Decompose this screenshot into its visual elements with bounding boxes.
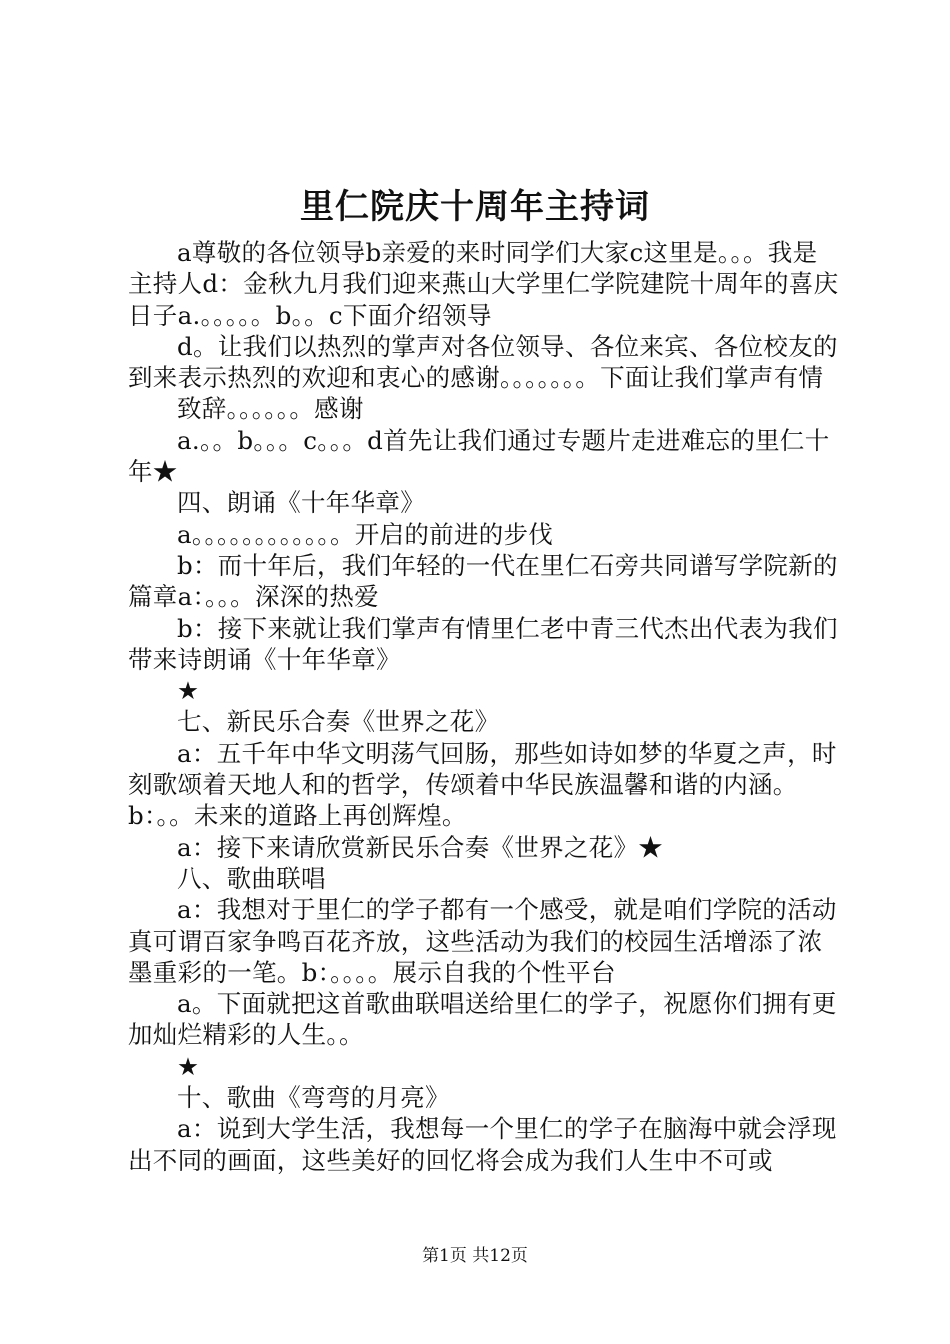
paragraph: a.。。b。。。c。。。d首先让我们通过专题片走进难忘的里仁十年★ (128, 425, 830, 487)
document-title: 里仁院庆十周年主持词 (300, 187, 650, 227)
paragraph: a：说到大学生活，我想每一个里仁的学子在脑海中就会浮现出不同的画面，这些美好的回忆将会成为我们人生中不可或 (128, 1114, 837, 1175)
paragraph: b：而十年后，我们年轻的一代在里仁石旁共同谱写学院新的篇章a：。。。深深的热爱 (128, 550, 838, 612)
star-marker: ★ (177, 1051, 200, 1081)
section-heading: 七、新民乐合奏《世界之花》 (177, 707, 500, 737)
page-footer (0, 1244, 950, 1268)
section-heading: 八、歌曲联唱 (177, 863, 326, 893)
document-body (128, 237, 840, 1176)
page-number: 第1页 共12页 (422, 1246, 528, 1266)
paragraph: 致辞。。。。。。感谢 (177, 394, 364, 424)
paragraph: a：五千年中华文明荡气回肠，那些如诗如梦的华夏之声，时刻歌颂着天地人和的哲学，传颂着中华民族温馨和谐的内涵。b：。。未来的道路上再创辉煌。 (128, 738, 837, 831)
paragraph: a。。。。。。。。。。。。开启的前进的步伐 (177, 519, 554, 549)
paragraph: a：接下来请欣赏新民乐合奏《世界之花》★ (177, 832, 664, 862)
section-heading: 十、歌曲《弯弯的月亮》 (177, 1083, 450, 1113)
paragraph: a。下面就把这首歌曲联唱送给里仁的学子，祝愿你们拥有更加灿烂精彩的人生。。 (128, 989, 837, 1050)
paragraph: a：我想对于里仁的学子都有一个感受，就是咱们学院的活动真可谓百家争鸣百花齐放，这些活动为我们的校园生活增添了浓墨重彩的一笔。b：。。。。展示自我的个性平台 (128, 895, 837, 987)
paragraph: a尊敬的各位领导b亲爱的来时同学们大家c这里是。。。我是主持人d：金秋九月我们迎来燕山大学里仁学院建院十周年的喜庆日子a.。。。。。b。。c下面介绍领导 (128, 238, 839, 330)
section-heading: 四、朗诵《十年华章》 (177, 488, 425, 518)
paragraph: b：接下来就让我们掌声有情里仁老中青三代杰出代表为我们带来诗朗诵《十年华章》 (128, 613, 838, 674)
paragraph: d。让我们以热烈的掌声对各位领导、各位来宾、各位校友的到来表示热烈的欢迎和衷心的感谢。。。。。。。下面让我们掌声有情 (128, 331, 838, 393)
star-marker: ★ (177, 676, 200, 706)
